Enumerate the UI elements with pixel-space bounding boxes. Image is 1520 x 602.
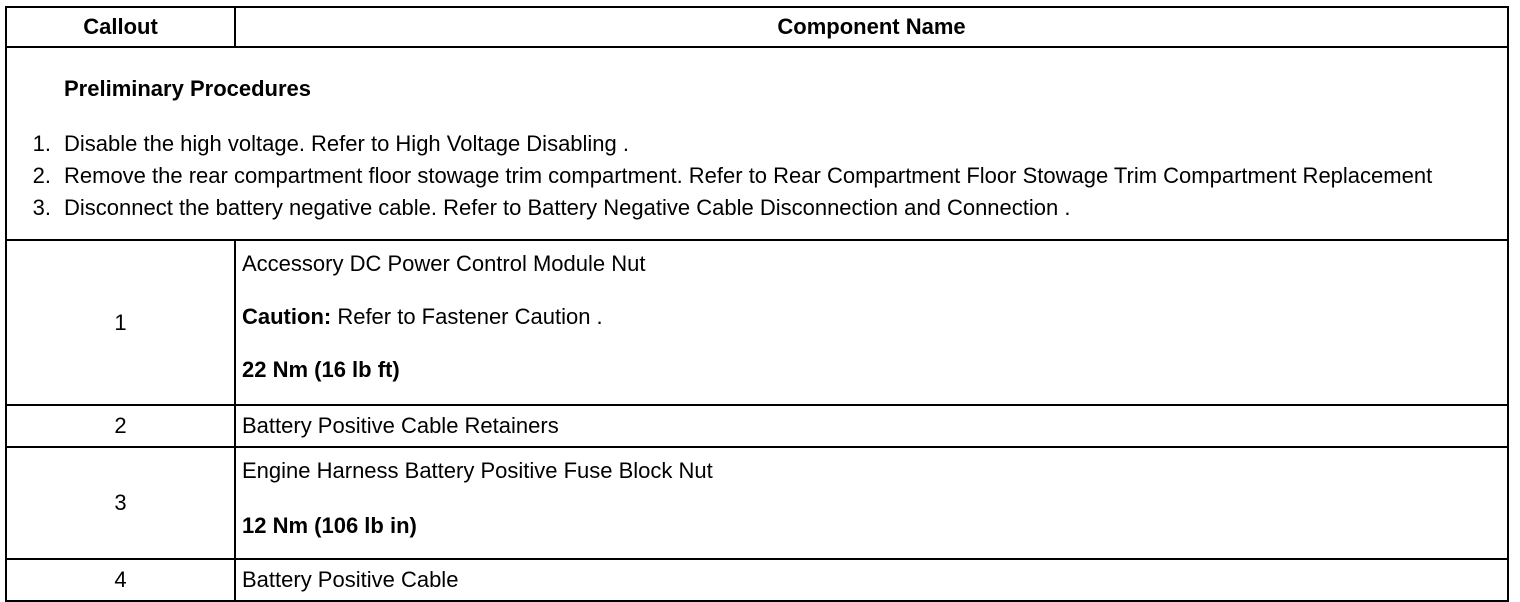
caution-text: Refer to Fastener Caution .: [331, 304, 603, 329]
component-name: Accessory DC Power Control Module Nut: [242, 251, 646, 276]
step-text: Disable the high voltage. Refer to High Voltage Disabling .: [64, 130, 630, 156]
table-row: [6, 405, 1508, 447]
component-name: Battery Positive Cable: [235, 559, 1508, 601]
component-name-header: Component Name: [235, 7, 1508, 47]
step-text: Remove the rear compartment floor stowage trim compartment. Refer to Rear Compartment Floor Stowage Trim Compartment Replacement: [64, 162, 1433, 188]
callout-cell: 1: [6, 240, 235, 405]
preliminary-step: [7, 161, 1507, 190]
preliminary-procedures-cell: [6, 47, 1508, 240]
component-name: Battery Positive Cable Retainers: [235, 405, 1508, 447]
preliminary-steps-list: [7, 129, 1507, 222]
torque-spec: 22 Nm (16 lb ft): [242, 357, 400, 382]
step-number: 2.: [32, 162, 51, 188]
callout-cell: 2: [6, 405, 235, 447]
callout-cell: 4: [6, 559, 235, 601]
caution-label: Caution:: [242, 304, 332, 329]
step-number: 1.: [32, 130, 51, 156]
component-cell: [235, 447, 1508, 559]
torque-spec: 12 Nm (106 lb in): [242, 513, 417, 538]
procedure-table: [5, 6, 1509, 602]
callout-cell: 3: [6, 447, 235, 559]
step-number: 3.: [32, 194, 51, 220]
component-name: Engine Harness Battery Positive Fuse Block Nut: [242, 458, 713, 483]
preliminary-step: [7, 193, 1507, 222]
table-row: [6, 240, 1508, 405]
caution-note: [242, 304, 1507, 330]
preliminary-step: [7, 129, 1507, 158]
table-row: [6, 559, 1508, 601]
component-cell: [235, 240, 1508, 405]
header-row: [6, 7, 1508, 47]
preliminary-row: [6, 47, 1508, 240]
preliminary-procedures-title: Preliminary Procedures: [64, 75, 312, 101]
table-row: [6, 447, 1508, 559]
callout-header: Callout: [6, 7, 235, 47]
step-text: Disconnect the battery negative cable. Refer to Battery Negative Cable Disconnection and Connection .: [64, 194, 1071, 220]
